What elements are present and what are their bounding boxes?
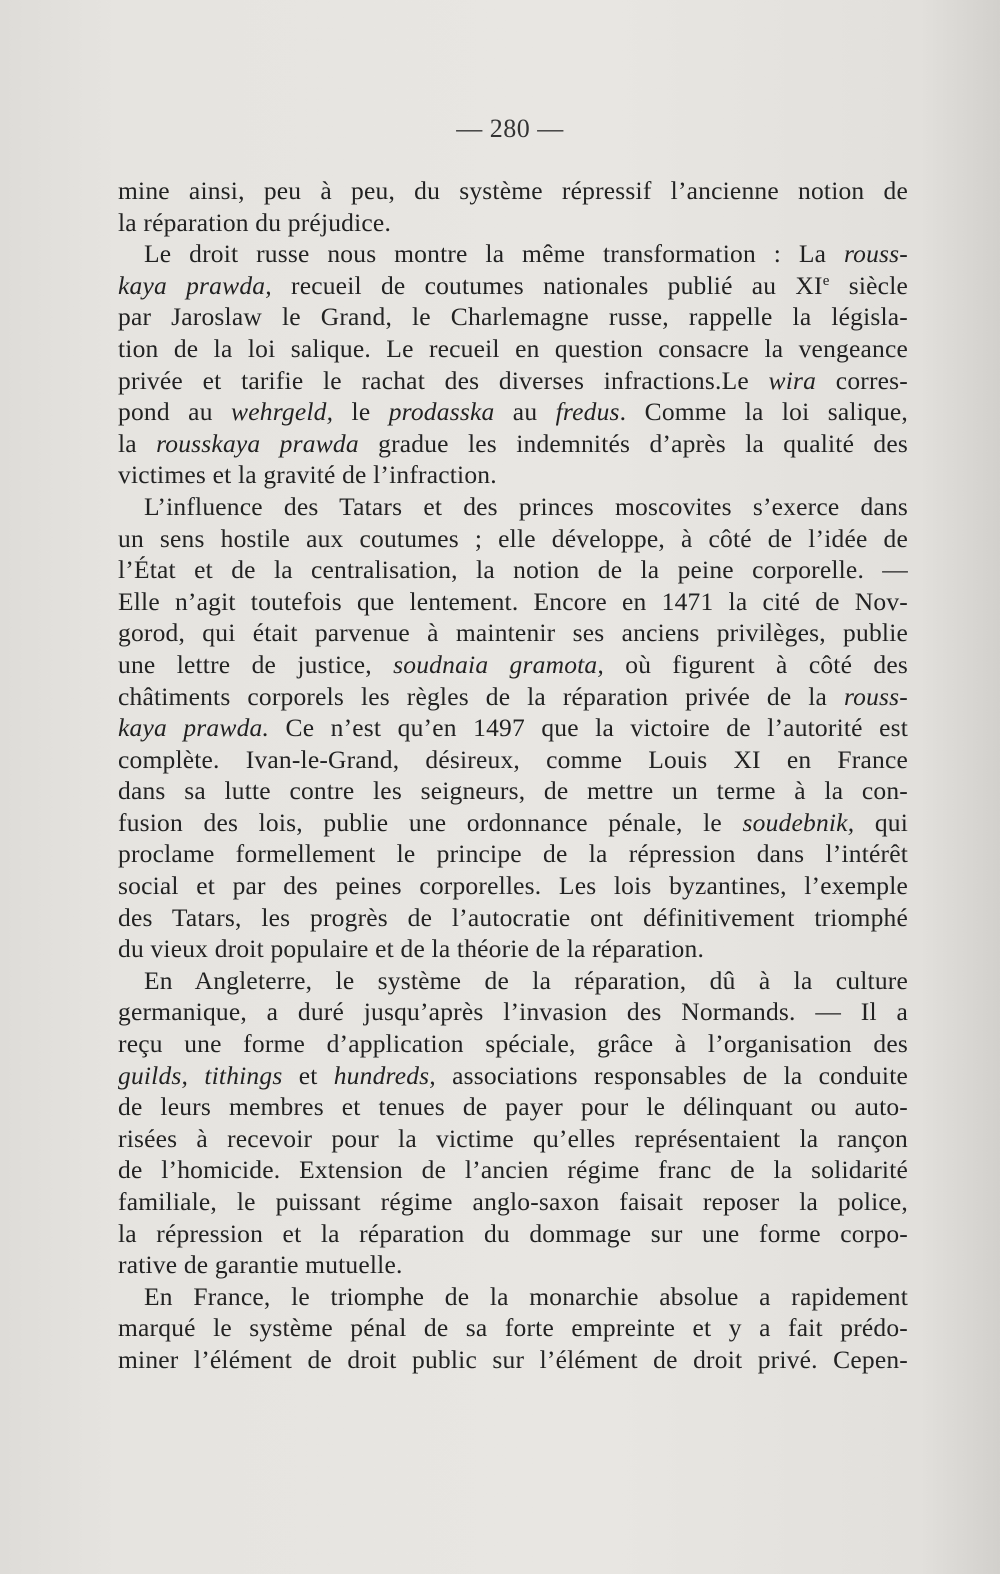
text-line: la réparation du préjudice. [118,207,392,237]
text-line: dans sa lutte contre les seigneurs, de mettre un terme à la con- [118,776,908,806]
paragraph [118,1281,908,1376]
text-line: rative de garantie mutuelle. [118,1250,403,1280]
body-text [118,175,908,1376]
text-line: des Tatars, les progrès de l’autocratie ont définitivement triomphé [118,902,908,932]
text-line: risées à recevoir pour la victime qu’elles représentaient la rançon [118,1123,908,1153]
text-line: guilds, tithings et hundreds, associations responsables de la conduite [118,1060,908,1090]
text-line: kaya prawda, recueil de coutumes nationales publié au XIe siècle [118,270,909,300]
text-line: social et par des peines corporelles. Les lois byzantines, l’exemple [118,871,908,901]
text-line: pond au wehrgeld, le prodasska au fredus. Comme la loi salique, [118,397,908,427]
paragraph [118,238,908,491]
text-line: En Angleterre, le système de la réparation, dû à la culture [144,965,908,995]
text-line: la répression et la réparation du dommage sur une forme corpo- [118,1218,908,1248]
text-line: Le droit russe nous montre la même transformation : La rouss- [144,239,908,269]
text-line: victimes et la gravité de l’infraction. [118,460,497,490]
text-line: proclame formellement le principe de la répression dans l’intérêt [118,839,908,869]
text-line: privée et tarifie le rachat des diverses infractions.Le wira corres- [118,365,908,395]
text-line: de l’homicide. Extension de l’ancien régime franc de la solidarité [118,1155,908,1185]
text-line: l’État et de la centralisation, la notion de la peine corporelle. — [118,555,908,585]
text-line: Elle n’agit toutefois que lentement. Encore en 1471 la cité de Nov- [118,586,908,616]
paragraph [118,491,908,965]
text-line: mine ainsi, peu à peu, du système répressif l’ancienne notion de [118,176,908,205]
text-line: kaya prawda. Ce n’est qu’en 1497 que la victoire de l’autorité est [118,713,909,743]
text-line: tion de la loi salique. Le recueil en question consacre la vengeance [118,333,908,363]
paragraph [118,965,908,1281]
text-line: miner l’élément de droit public sur l’élément de droit privé. Cepen- [118,1344,908,1374]
text-line: L’influence des Tatars et des princes moscovites s’exerce dans [144,491,908,521]
text-line: marqué le système pénal de sa forte empreinte et y a fait prédo- [118,1313,908,1343]
text-line: En France, le triomphe de la monarchie absolue a rapidement [144,1281,908,1311]
text-line: châtiments corporels les règles de la réparation privée de la rouss- [118,681,908,711]
text-line: germanique, a duré jusqu’après l’invasion des Normands. — Il a [118,997,908,1027]
paragraph [118,175,908,238]
text-line: fusion des lois, publie une ordonnance pénale, le soudebnik, qui [118,807,909,837]
text-line: une lettre de justice, soudnaia gramota, où figurent à côté des [118,649,908,679]
text-line: familiale, le puissant régime anglo-saxon faisait reposer la police, [118,1187,908,1216]
text-line: du vieux droit populaire et de la théorie de la réparation. [118,934,705,964]
text-line: de leurs membres et tenues de payer pour le délinquant ou auto- [118,1092,908,1122]
text-line: un sens hostile aux coutumes ; elle développe, à côté de l’idée de [118,523,908,553]
page-number: — 280 — [456,114,564,143]
text-line: complète. Ivan-le-Grand, désireux, comme Louis XI en France [118,744,908,774]
text-line: reçu une forme d’application spéciale, grâce à l’organisation des [118,1029,908,1059]
text-line: par Jaroslaw le Grand, le Charlemagne russe, rappelle la législa- [118,302,908,332]
text-line: gorod, qui était parvenue à maintenir ses anciens privilèges, publie [118,618,908,648]
text-line: la rousskaya prawda gradue les indemnités d’après la qualité des [118,428,908,458]
